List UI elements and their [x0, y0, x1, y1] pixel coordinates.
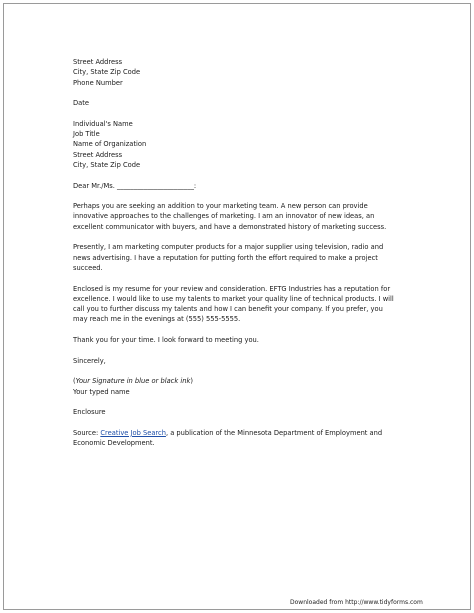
- spacer: [73, 191, 423, 201]
- spacer: [73, 366, 423, 376]
- sender-city-state-zip: City, State Zip Code: [73, 68, 141, 77]
- paragraph-line: excellent communicator with buyers, and have a demonstrated history of marketing success.: [73, 222, 387, 231]
- sender-phone: Phone Number: [73, 78, 123, 87]
- spacer: [73, 88, 423, 98]
- spacer: [73, 108, 423, 118]
- source-prefix: Source:: [73, 428, 101, 437]
- paragraph-line: may reach me in the evenings at (555) 555-5555.: [73, 315, 241, 324]
- letter-date: Date: [73, 99, 89, 108]
- body-paragraph-1: [73, 201, 423, 232]
- signature-close-paren: ): [190, 377, 193, 386]
- enclosure-note: Enclosure: [73, 408, 106, 417]
- paragraph-line: Enclosed is my resume for your review and consideration. EFTG Industries has a reputation for: [73, 284, 391, 293]
- recipient-street: Street Address: [73, 150, 123, 159]
- download-footer: [290, 599, 423, 607]
- signature-note: Your Signature in blue or black ink: [75, 377, 191, 386]
- body-paragraph-3: [73, 284, 423, 325]
- paragraph-line: innovative approaches to the challenges of marketing. I am an innovator of new ideas, an: [73, 212, 375, 221]
- paragraph-line: news advertising. I have a reputation for putting forth the effort required to make a project: [73, 253, 378, 262]
- source-line-2: Economic Development.: [73, 438, 155, 447]
- signature-placeholder: [73, 376, 423, 386]
- recipient-job-title: Job Title: [73, 130, 100, 139]
- sender-address: [73, 57, 423, 88]
- body-paragraph-2: [73, 242, 423, 273]
- footer-label: Downloaded from: [290, 599, 344, 606]
- recipient-address: [73, 119, 423, 170]
- spacer: [73, 417, 423, 427]
- paragraph-line: Perhaps you are seeking an addition to your marketing team. A new person can provide: [73, 202, 368, 211]
- complimentary-close: Sincerely,: [73, 356, 106, 365]
- recipient-organization: Name of Organization: [73, 140, 147, 149]
- spacer: [73, 325, 423, 335]
- spacer: [73, 273, 423, 283]
- salutation: Dear Mr./Ms. _______________________:: [73, 181, 197, 190]
- paragraph-line: Presently, I am marketing computer products for a major supplier using television, radio and: [73, 243, 384, 252]
- body-paragraph-4: Thank you for your time. I look forward to meeting you.: [73, 336, 259, 345]
- spacer: [73, 232, 423, 242]
- paragraph-line: call you to further discuss my talents and how I can benefit your company. If you prefer, you: [73, 305, 383, 314]
- recipient-name: Individual's Name: [73, 119, 133, 128]
- spacer: [73, 170, 423, 180]
- paragraph-line: succeed.: [73, 263, 103, 272]
- footer-url[interactable]: http://www.tidyforms.com: [345, 599, 423, 606]
- document-page: [3, 3, 471, 610]
- source-line-1: [73, 428, 423, 438]
- spacer: [73, 345, 423, 355]
- spacer: [73, 397, 423, 407]
- typed-name: Your typed name: [73, 387, 130, 396]
- paragraph-line: excellence. I would like to use my talents to market your quality line of technical products. I will: [73, 294, 394, 303]
- signature-open-paren: (: [73, 377, 76, 386]
- source-citation: [73, 428, 423, 449]
- recipient-city-state-zip: City, State Zip Code: [73, 160, 141, 169]
- sender-street: Street Address: [73, 58, 123, 66]
- letter-body: [73, 57, 423, 448]
- source-rest: , a publication of the Minnesota Department of Employment and: [165, 428, 383, 437]
- source-link[interactable]: Creative Job Search: [100, 428, 166, 437]
